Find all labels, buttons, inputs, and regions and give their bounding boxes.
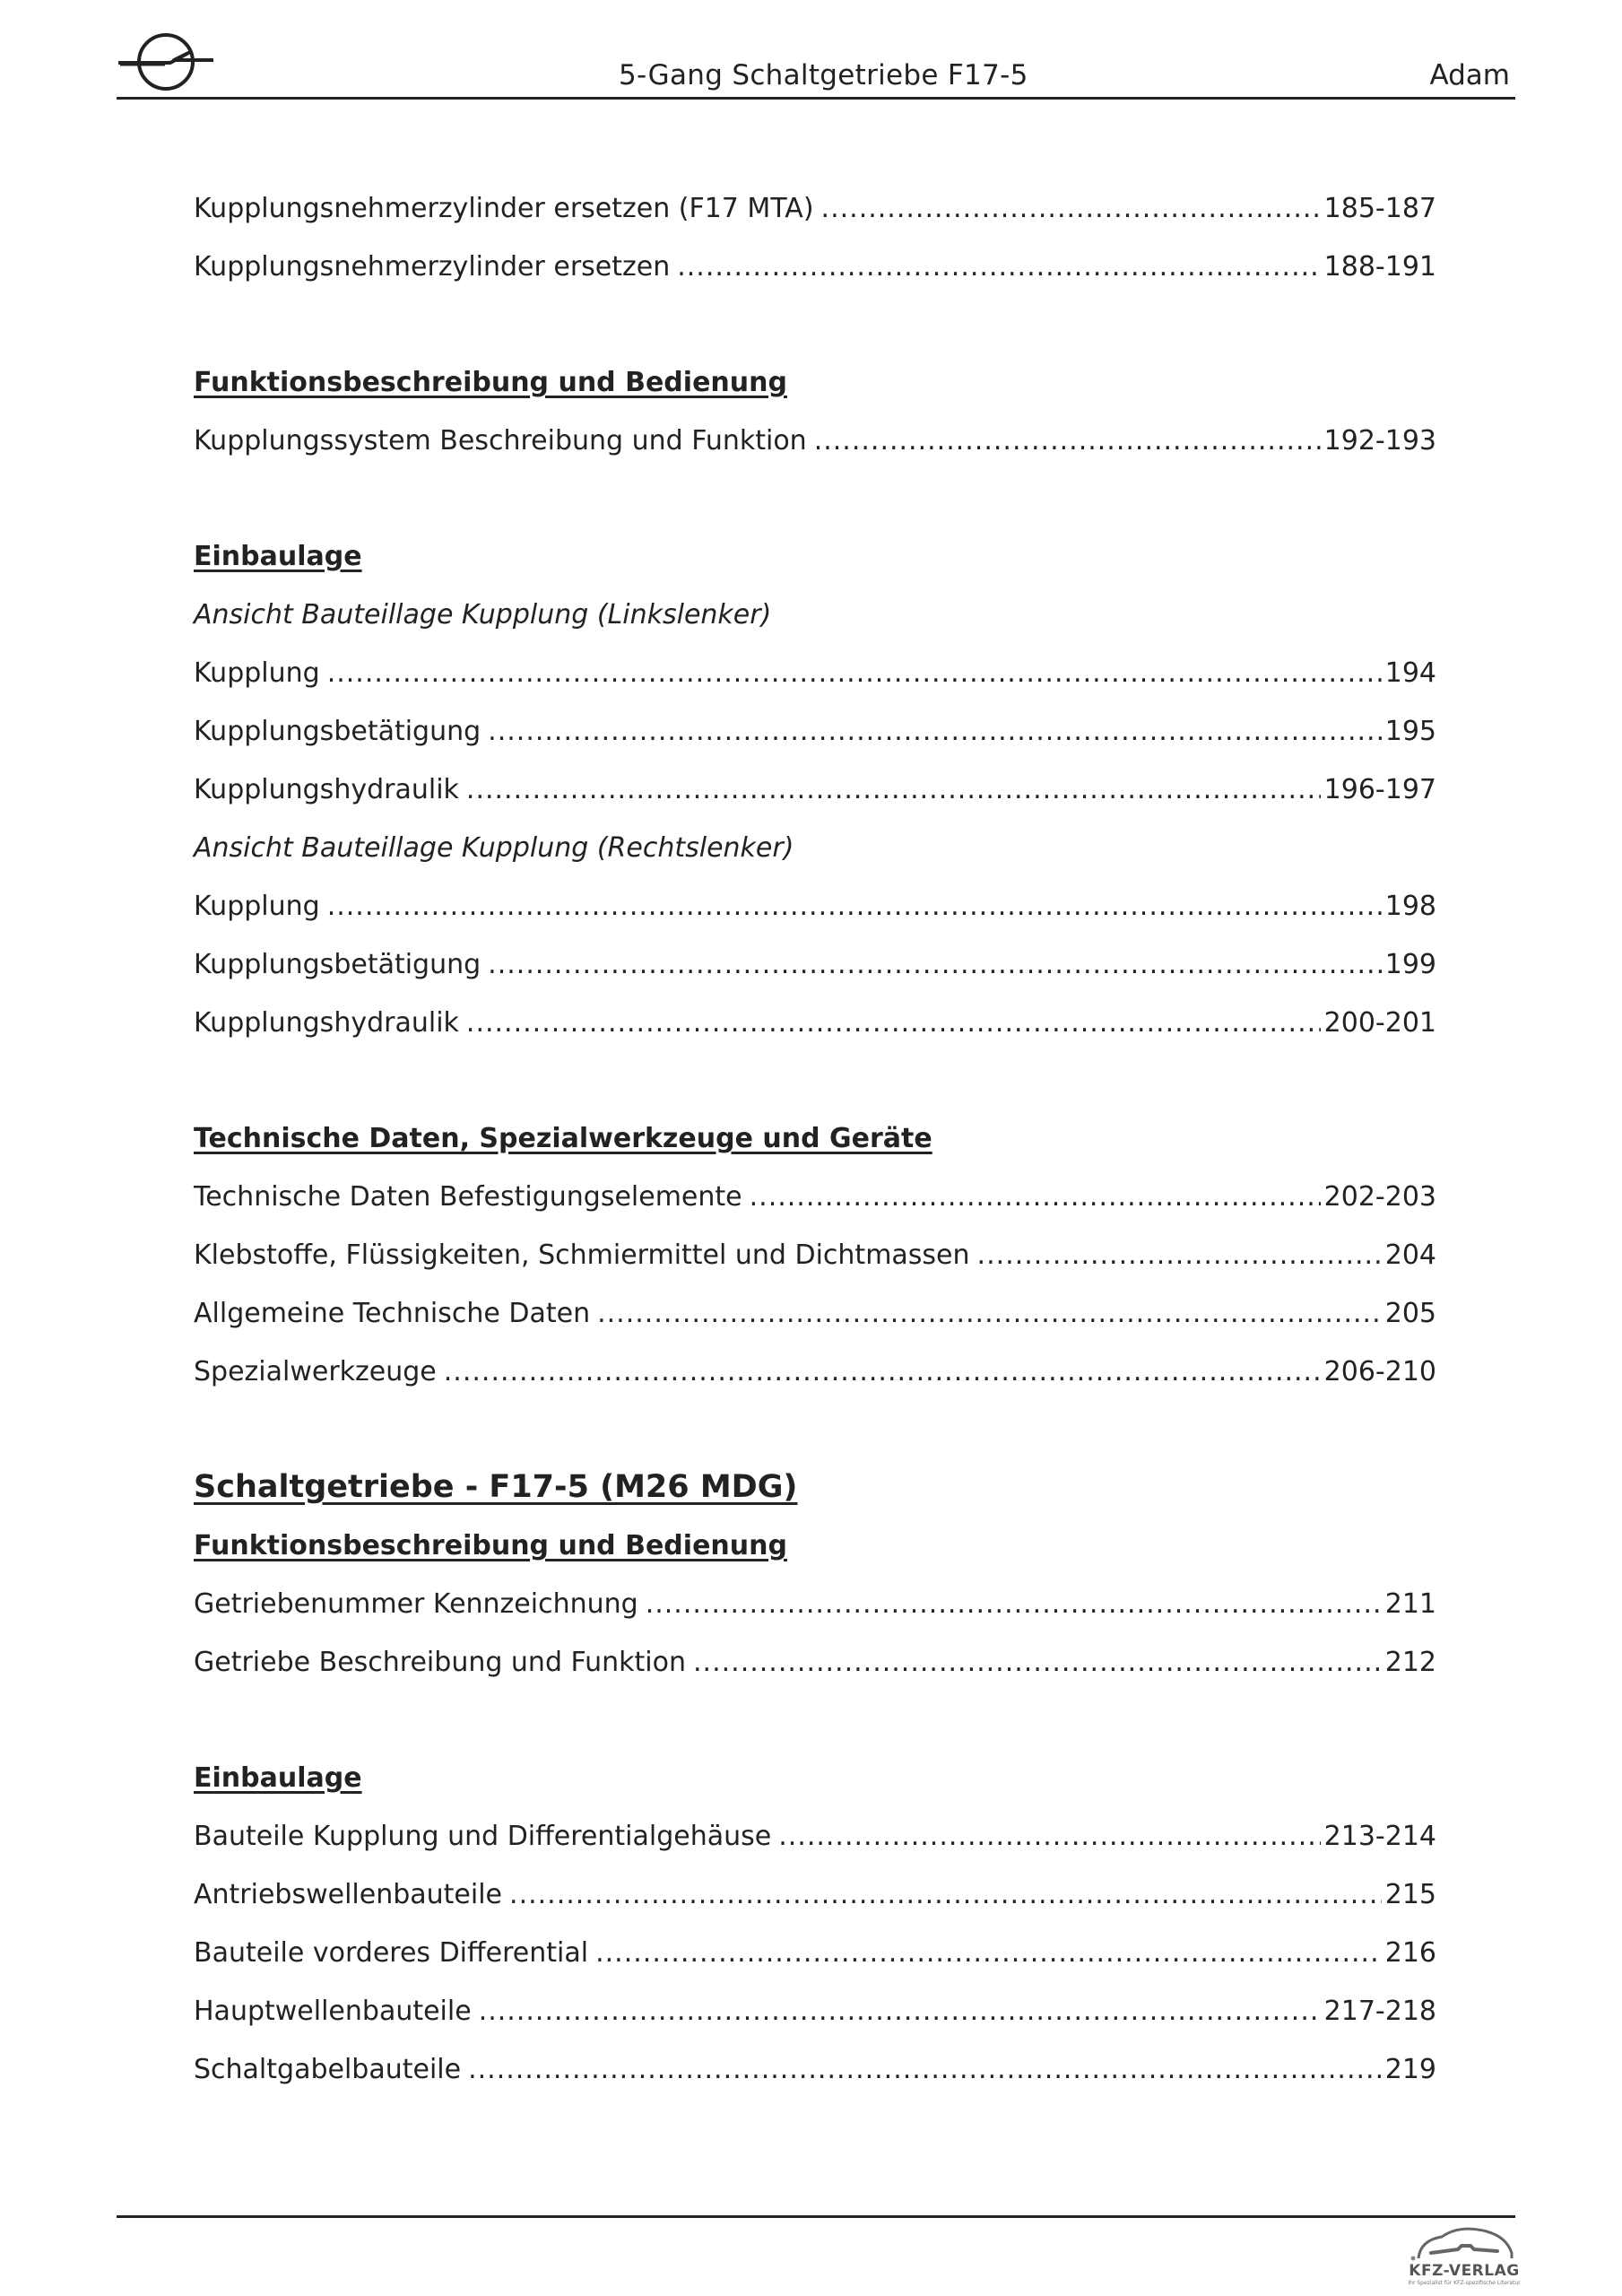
toc-entry-page: 185-187 — [1323, 193, 1436, 224]
toc-entry-label: Antriebswellenbauteile — [194, 1879, 503, 1910]
toc-entry-label: Kupplungshydraulik — [194, 1007, 459, 1039]
dot-leader — [693, 1633, 1382, 1692]
toc-entry-label: Getriebenummer Kennzeichnung — [194, 1588, 638, 1620]
page-header — [117, 27, 1515, 100]
toc-entry-page: 217-218 — [1323, 1996, 1436, 2027]
toc-entry-page: 194 — [1384, 657, 1436, 689]
dot-leader — [977, 1226, 1382, 1284]
section-heading: Einbaulage — [194, 541, 362, 572]
dot-leader — [488, 702, 1382, 761]
toc-entry[interactable] — [194, 1924, 1436, 1982]
chapter-heading: Schaltgetriebe - F17-5 (M26 MDG) — [194, 1469, 798, 1505]
toc-entry-page: 215 — [1384, 1879, 1436, 1910]
section-heading: Technische Daten, Spezialwerkzeuge und Geräte — [194, 1123, 932, 1154]
toc-entry[interactable] — [194, 1633, 1436, 1692]
toc-entry-page: 188-191 — [1323, 251, 1436, 283]
dot-leader — [814, 412, 1321, 470]
dot-leader — [821, 179, 1321, 238]
toc-entry-label: Kupplungsbetätigung — [194, 949, 481, 980]
dot-leader — [327, 644, 1382, 702]
table-of-contents — [194, 179, 1436, 2099]
dot-leader — [778, 1807, 1320, 1866]
toc-entry[interactable] — [194, 1284, 1436, 1343]
subsection-heading: Ansicht Bauteillage Kupplung (Rechtslenker) — [194, 832, 794, 864]
toc-entry-page: 202-203 — [1323, 1181, 1436, 1213]
toc-entry-page: 211 — [1384, 1588, 1436, 1620]
toc-entry-label: Kupplungsnehmerzylinder ersetzen — [194, 251, 671, 283]
toc-entry[interactable] — [194, 1866, 1436, 1924]
toc-entry-label: Hauptwellenbauteile — [194, 1996, 472, 2027]
toc-entry-label: Kupplung — [194, 657, 320, 689]
toc-entry[interactable] — [194, 1575, 1436, 1633]
toc-entry[interactable] — [194, 877, 1436, 935]
toc-entry-label: Allgemeine Technische Daten — [194, 1298, 591, 1329]
car-wrench-logo-icon — [1406, 2222, 1522, 2264]
vehicle-model: Adam — [1429, 59, 1510, 91]
toc-entry[interactable] — [194, 994, 1436, 1052]
dot-leader — [597, 1284, 1382, 1343]
toc-entry-page: 216 — [1384, 1937, 1436, 1969]
document-title: 5-Gang Schaltgetriebe F17-5 — [619, 59, 1028, 91]
toc-entry-label: Klebstoffe, Flüssigkeiten, Schmiermittel und Dichtmassen — [194, 1239, 970, 1271]
publisher-name: KFZ-VERLAG — [1409, 2262, 1520, 2280]
toc-entry[interactable] — [194, 1343, 1436, 1401]
publisher-tagline: Ihr Spezialist für KFZ-spezifische Literatur — [1408, 2280, 1521, 2286]
dot-leader — [488, 935, 1382, 994]
toc-entry[interactable] — [194, 702, 1436, 761]
dot-leader — [327, 877, 1382, 935]
footer-divider — [117, 2215, 1515, 2218]
dot-leader — [444, 1343, 1321, 1401]
toc-entry-page: 196-197 — [1323, 774, 1436, 805]
section-heading: Funktionsbeschreibung und Bedienung — [194, 367, 787, 398]
toc-entry[interactable] — [194, 644, 1436, 702]
toc-entry-label: Kupplungssystem Beschreibung und Funktion — [194, 425, 807, 457]
toc-entry[interactable] — [194, 238, 1436, 296]
dot-leader — [468, 2040, 1382, 2099]
dot-leader — [466, 994, 1321, 1052]
toc-entry-page: 198 — [1384, 891, 1436, 922]
toc-entry[interactable] — [194, 179, 1436, 238]
dot-leader — [646, 1575, 1382, 1633]
toc-entry[interactable] — [194, 1168, 1436, 1226]
toc-entry-page: 213-214 — [1323, 1821, 1436, 1852]
toc-entry-page: 204 — [1384, 1239, 1436, 1271]
toc-entry-label: Schaltgabelbauteile — [194, 2054, 462, 2085]
toc-entry[interactable] — [194, 412, 1436, 470]
subsection-heading: Ansicht Bauteillage Kupplung (Linkslenker) — [194, 599, 772, 631]
toc-entry-label: Getriebe Beschreibung und Funktion — [194, 1647, 687, 1678]
toc-entry-label: Bauteile Kupplung und Differentialgehäuse — [194, 1821, 772, 1852]
toc-entry-page: 206-210 — [1323, 1356, 1436, 1387]
toc-entry-label: Spezialwerkzeuge — [194, 1356, 437, 1387]
toc-entry-label: Kupplungsbetätigung — [194, 716, 481, 747]
toc-entry-page: 195 — [1384, 716, 1436, 747]
dot-leader — [750, 1168, 1321, 1226]
toc-entry-page: 192-193 — [1323, 425, 1436, 457]
toc-entry-label: Kupplungshydraulik — [194, 774, 459, 805]
toc-entry-page: 200-201 — [1323, 1007, 1436, 1039]
section-heading: Einbaulage — [194, 1762, 362, 1794]
toc-entry-page: 212 — [1384, 1647, 1436, 1678]
opel-blitz-logo-icon — [117, 30, 215, 93]
toc-entry[interactable] — [194, 761, 1436, 819]
toc-entry-label: Kupplungsnehmerzylinder ersetzen (F17 MTA) — [194, 193, 814, 224]
toc-entry-label: Technische Daten Befestigungselemente — [194, 1181, 742, 1213]
toc-entry[interactable] — [194, 2040, 1436, 2099]
dot-leader — [677, 238, 1320, 296]
toc-entry-page: 219 — [1384, 2054, 1436, 2085]
toc-entry[interactable] — [194, 1807, 1436, 1866]
dot-leader — [595, 1924, 1382, 1982]
toc-entry[interactable] — [194, 935, 1436, 994]
toc-entry-page: 199 — [1384, 949, 1436, 980]
section-heading: Funktionsbeschreibung und Bedienung — [194, 1530, 787, 1561]
dot-leader — [466, 761, 1321, 819]
toc-entry-label: Kupplung — [194, 891, 320, 922]
toc-entry[interactable] — [194, 1226, 1436, 1284]
dot-leader — [509, 1866, 1382, 1924]
publisher-logo — [1406, 2222, 1522, 2290]
dot-leader — [479, 1982, 1321, 2040]
toc-entry-label: Bauteile vorderes Differential — [194, 1937, 589, 1969]
toc-entry[interactable] — [194, 1982, 1436, 2040]
toc-entry-page: 205 — [1384, 1298, 1436, 1329]
